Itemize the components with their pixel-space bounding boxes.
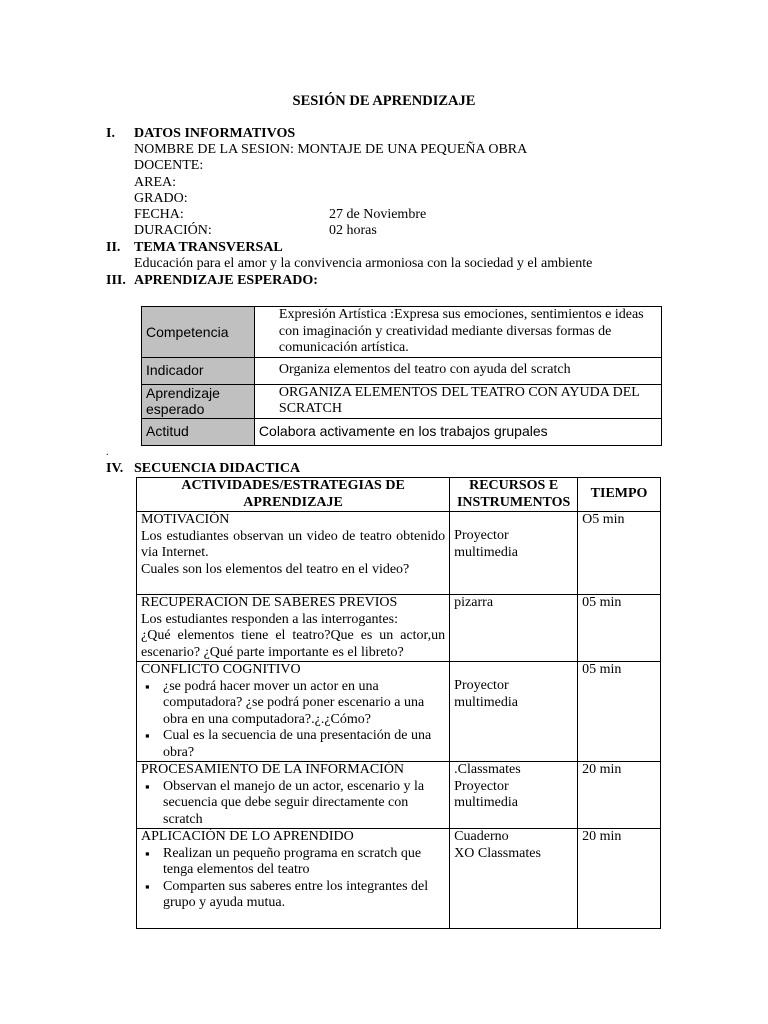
row-body2: Cuales son los elementos del teatro en el video? [141,561,410,577]
datos-nombre: NOMBRE DE LA SESION: MONTAJE DE UNA PEQUEÑA OBRA [134,142,528,157]
datos-duracion-value: 02 horas [329,223,377,238]
row-body2: ¿Qué elementos tiene el teatro?Que es un actor,un escenario? ¿Qué parte importante es el libreto? [141,628,446,660]
actividad-cell [137,829,450,929]
tiempo-cell: 20 min [578,829,661,929]
tema-text: Educación para el amor y la convivencia armoniosa con la sociedad y el ambiente [134,256,593,271]
row-body: Los estudiantes responden a las interrogantes: [141,611,398,627]
datos-area: AREA: [134,175,176,190]
recurso-line: .Classmates [454,762,521,777]
section-title: APRENDIZAJE ESPERADO: [134,273,318,288]
bullet-item: ▪ Observan el manejo de un actor, escenario y la secuencia que debe seguir directamente con scratch [163,779,445,829]
competencia-row [142,307,662,358]
table-row [137,512,661,595]
competencia-value: Expresión Artística :Expresa sus emociones, sentimientos e ideas con imaginación y creatividad mediante diversas formas de comunicación artística. [254,307,661,358]
recursos-cell: Proyector multimedia [450,662,578,762]
indicador-value: Organiza elementos del teatro con ayuda del scratch [254,357,661,384]
recurso-line: Proyector multimedia [454,778,518,810]
bullet-item: ▪ Realizan un pequeño programa en scratch que tenga elementos del teatro [163,846,445,879]
row-title: CONFLICTO COGNITIVO [141,662,301,677]
recursos-cell: pizarra [450,595,578,662]
recurso-line: Cuaderno [454,829,509,844]
esperado-label: Aprendizaje esperado [142,384,255,418]
bullet-item: ▪ Comparten sus saberes entre los integrantes del grupo y ayuda mutua. [163,879,445,912]
esperado-value: ORGANIZA ELEMENTOS DEL TEATRO CON AYUDA DEL SCRATCH [254,384,661,418]
row-title: PROCESAMIENTO DE LA INFORMACIÓN [141,762,405,777]
indicador-label: Indicador [142,357,255,384]
header-recursos: RECURSOS E INSTRUMENTOS [450,478,578,512]
esperado-row [142,384,662,418]
row-title: RECUPERACION DE SABERES PREVIOS [141,595,398,610]
actividad-cell [137,662,450,762]
actividad-cell [137,762,450,829]
row-title: MOTIVACIÓN [141,512,230,527]
datos-duracion-label: DURACIÓN: [134,223,212,238]
tiempo-cell: 05 min [578,595,661,662]
table-row [137,762,661,829]
tiempo-cell: O5 min [578,512,661,595]
indicador-row [142,357,662,384]
bullet-list [141,679,445,762]
competencia-label: Competencia [142,307,255,358]
section-title: TEMA TRANSVERSAL [134,240,283,255]
tiempo-cell: 05 min [578,662,661,762]
table-row [137,829,661,929]
aprendizaje-table [141,306,662,446]
section-number: I. [106,126,115,141]
datos-fecha-value: 27 de Noviembre [329,207,427,222]
bullet-list [141,779,445,829]
section-title: DATOS INFORMATIVOS [134,126,296,141]
actividad-cell [137,595,450,662]
datos-grado: GRADO: [134,191,188,206]
table-row [137,595,661,662]
section-number: III. [106,273,126,288]
actitud-label: Actitud [142,418,255,445]
recursos-cell: Proyector multimedia [450,512,578,595]
section-number: IV. [106,461,124,476]
recursos-cell [450,829,578,929]
stray-dot: . [106,447,109,458]
header-actividades: ACTIVIDADES/ESTRATEGIAS DE APRENDIZAJE [137,478,450,512]
bullet-item: ▪ Cual es la secuencia de una presentación de una obra? [163,728,445,761]
header-tiempo: TIEMPO [578,478,661,512]
row-title: APLICACIÓN DE LO APRENDIDO [141,829,354,844]
bullet-item: ▪ ¿se podrá hacer mover un actor en una computadora? ¿se podrá poner escenario a una obra en una computadora?.¿.¿Cómo? [163,679,445,729]
row-body: Los estudiantes observan un video de teatro obtenido via Internet. [141,528,446,560]
secuencia-header-row [137,478,661,512]
table-row [137,662,661,762]
datos-docente: DOCENTE: [134,158,204,173]
page-title: SESIÓN DE APRENDIZAJE [292,93,476,109]
secuencia-table [136,477,661,929]
section-number: II. [106,240,121,255]
actitud-row [142,418,662,445]
recursos-cell [450,762,578,829]
recurso-line: XO Classmates [454,845,541,861]
actitud-value: Colabora activamente en los trabajos grupales [254,418,661,445]
actividad-cell [137,512,450,595]
bullet-list [141,846,445,912]
section-title: SECUENCIA DIDACTICA [134,461,301,476]
datos-fecha-label: FECHA: [134,207,184,222]
tiempo-cell: 20 min [578,762,661,829]
